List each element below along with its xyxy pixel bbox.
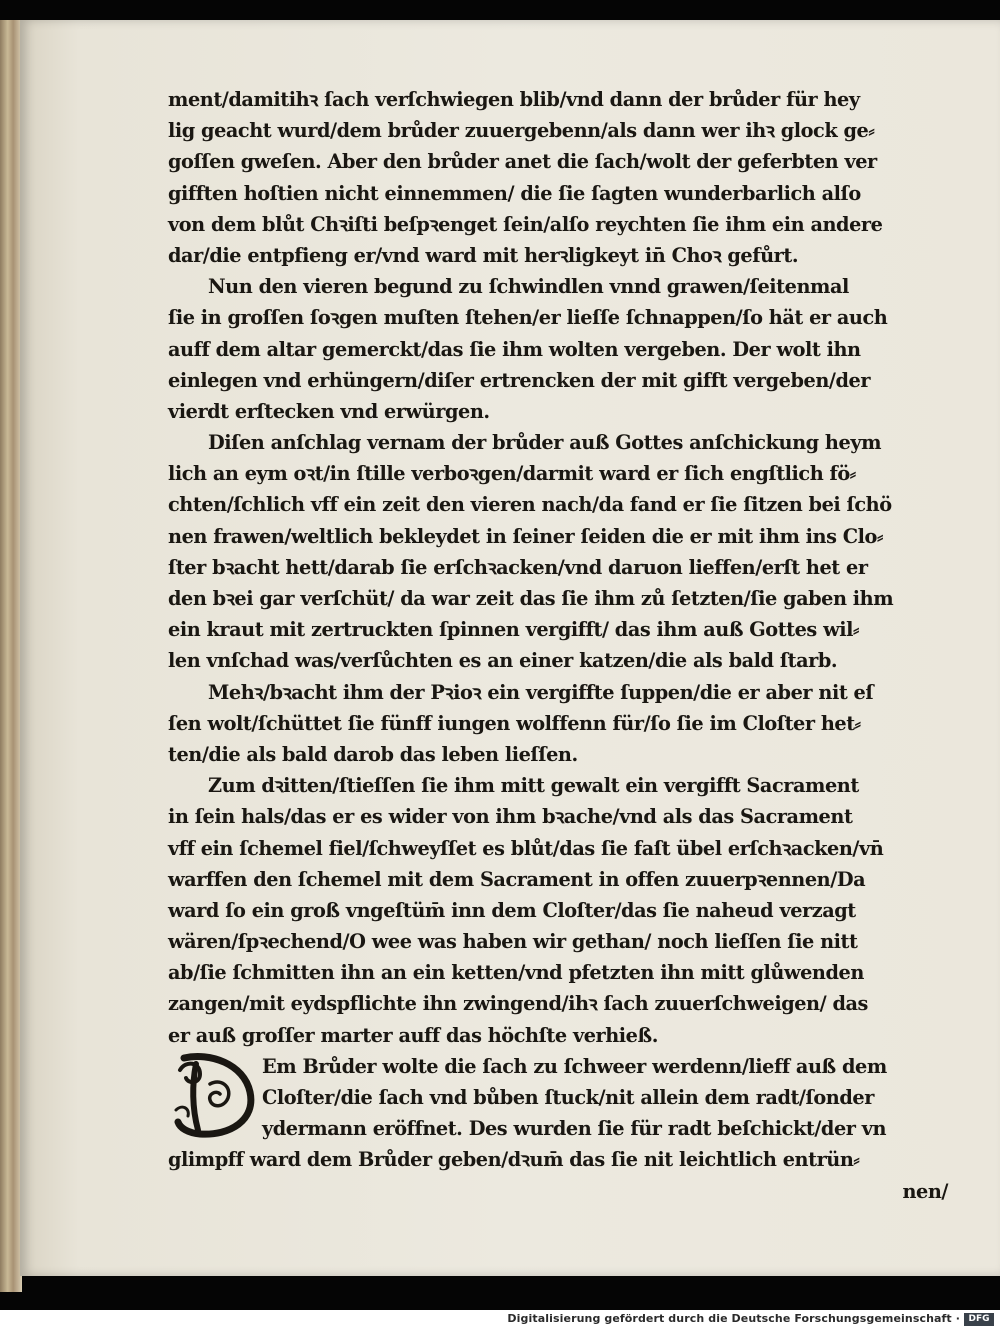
text-line-13: lich an eym oꝛt/in ſtille verboꝛgen/darmit ward er ſich engſtlich fö⸗ (168, 462, 856, 486)
text-line-2: lig geacht wurd/dem brůder zuuergebenn/als dann wer ihꝛ glock ge⸗ (168, 119, 875, 143)
text-line-22: ten/die als bald darob das leben lieſſen. (168, 742, 578, 766)
text-line-21: ſen wolt/ſchüttet ſie fünff iungen wolffenn für/ſo ſie im Cloſter het⸗ (168, 711, 861, 735)
footer-credit: Digitalisierung gefördert durch die Deutsche Forschungsgemeinschaft · (507, 1312, 960, 1325)
book-edge (0, 20, 22, 1292)
text-line-20: Mehꝛ/bꝛacht ihm der Pꝛioꝛ ein vergiffte ſuppen/die er aber nit eſ (208, 680, 874, 704)
decorated-initial-d-icon (170, 1050, 260, 1140)
text-line-31: er auß groſſer marter auff das höchſte verhieß. (168, 1023, 658, 1047)
text-line-15: nen frawen/weltlich bekleydet in ſeiner ſeiden die er mit ihm ins Clo⸗ (168, 524, 883, 548)
text-line-25: vff ein ſchemel fiel/ſchweyſſet es blůt/das ſie faſt übel erſchꝛacken/vn̄ (168, 836, 884, 860)
text-line-16: ſter bꝛacht hett/darab ſie erſchꝛacken/vnd daruon lieffen/erſt het er (168, 555, 868, 579)
text-line-27: ward ſo ein groß vngeſtüm̄ inn dem Cloſter/das ſie naheud verzagt (168, 898, 856, 922)
catchword: nen/ (902, 1179, 948, 1203)
text-line-30: zangen/mit eydspflichte ihn zwingend/ihꝛ ſach zuuerſchweigen/ das (168, 992, 868, 1016)
text-line-6: dar/die entpfieng er/vnd ward mit herꝛligkeyt in̄ Choꝛ gefůrt. (168, 243, 799, 267)
text-line-11: vierdt erſtecken vnd erwürgen. (168, 399, 490, 423)
text-line-10: einlegen vnd erhüngern/diſer ertrencken der mit gifft vergeben/der (168, 368, 871, 392)
text-block (168, 84, 958, 1207)
text-line-32: Em Brůder wolte die ſach zu ſchweer werdenn/lieff auß dem (262, 1054, 887, 1078)
text-line-19: len vnſchad was/verſůchten es an einer katzen/die als bald ſtarb. (168, 649, 838, 673)
text-line-3: goſſen gweſen. Aber den brůder anet die ſach/wolt der geferbten ver (168, 150, 877, 174)
text-line-4: gifften hoſtien nicht einnemmen/ die ſie ſagten wunderbarlich alſo (168, 181, 861, 205)
text-line-8: ſie in groſſen ſoꝛgen muſten ſtehen/er lieſſe ſchnappen/ſo hät er auch (168, 306, 888, 330)
text-line-7: Nun den vieren begund zu ſchwindlen vnnd grawen/ſeitenmal (208, 275, 849, 299)
text-line-28: wären/ſpꝛechend/O wee was haben wir gethan/ noch lieſſen ſie nitt (168, 930, 858, 954)
text-line-23: Zum dꝛitten/ſtieſſen ſie ihm mitt gewalt ein vergifft Sacrament (208, 774, 859, 798)
text-line-35: glimpff ward dem Brůder geben/dꝛum̄ das ſie nit leichtlich entrün⸗ (168, 1148, 860, 1172)
text-line-29: ab/ſie ſchmitten ihn an ein ketten/vnd pfetzten ihn mitt glůwenden (168, 961, 864, 985)
text-line-12: Diſen anſchlag vernam der brůder auß Gottes anſchickung heym (208, 431, 882, 455)
text-line-17: den bꝛei gar verſchüt/ da war zeit das ſie ihm zů ſetzten/ſie gaben ihm (168, 587, 894, 610)
text-line-1: ment/damitihꝛ ſach verſchwiegen blib/vnd dann der brůder für hey (168, 88, 860, 111)
text-line-5: von dem blůt Chꝛiſti beſpꝛenget ſein/alſo reychten ſie ihm ein andere (168, 212, 883, 236)
text-line-33: Cloſter/die ſach vnd bůben ſtuck/nit allein dem radt/ſonder (262, 1086, 874, 1109)
text-line-24: in ſein hals/das er es wider von ihm bꝛache/vnd als das Sacrament (168, 805, 853, 829)
text-line-34: ydermann eröffnet. Des wurden ſie für radt beſchickt/der vn (262, 1117, 887, 1141)
text-line-14: chten/ſchlich vff ein zeit den vieren nach/da fand er ſie ſitzen bei ſchö (168, 493, 892, 517)
digitization-footer (0, 1310, 1000, 1329)
text-line-26: warffen den ſchemel mit dem Sacrament in offen zuuerpꝛennen/Da (168, 867, 866, 891)
dfg-logo: DFG (964, 1313, 994, 1326)
text-line-9: auff dem altar gemerckt/das ſie ihm wolten vergeben. Der wolt ihn (168, 337, 861, 361)
text-line-18: ein kraut mit zertruckten ſpinnen vergifft/ das ihm auß Gottes wil⸗ (168, 618, 859, 642)
book-page (20, 20, 1000, 1276)
